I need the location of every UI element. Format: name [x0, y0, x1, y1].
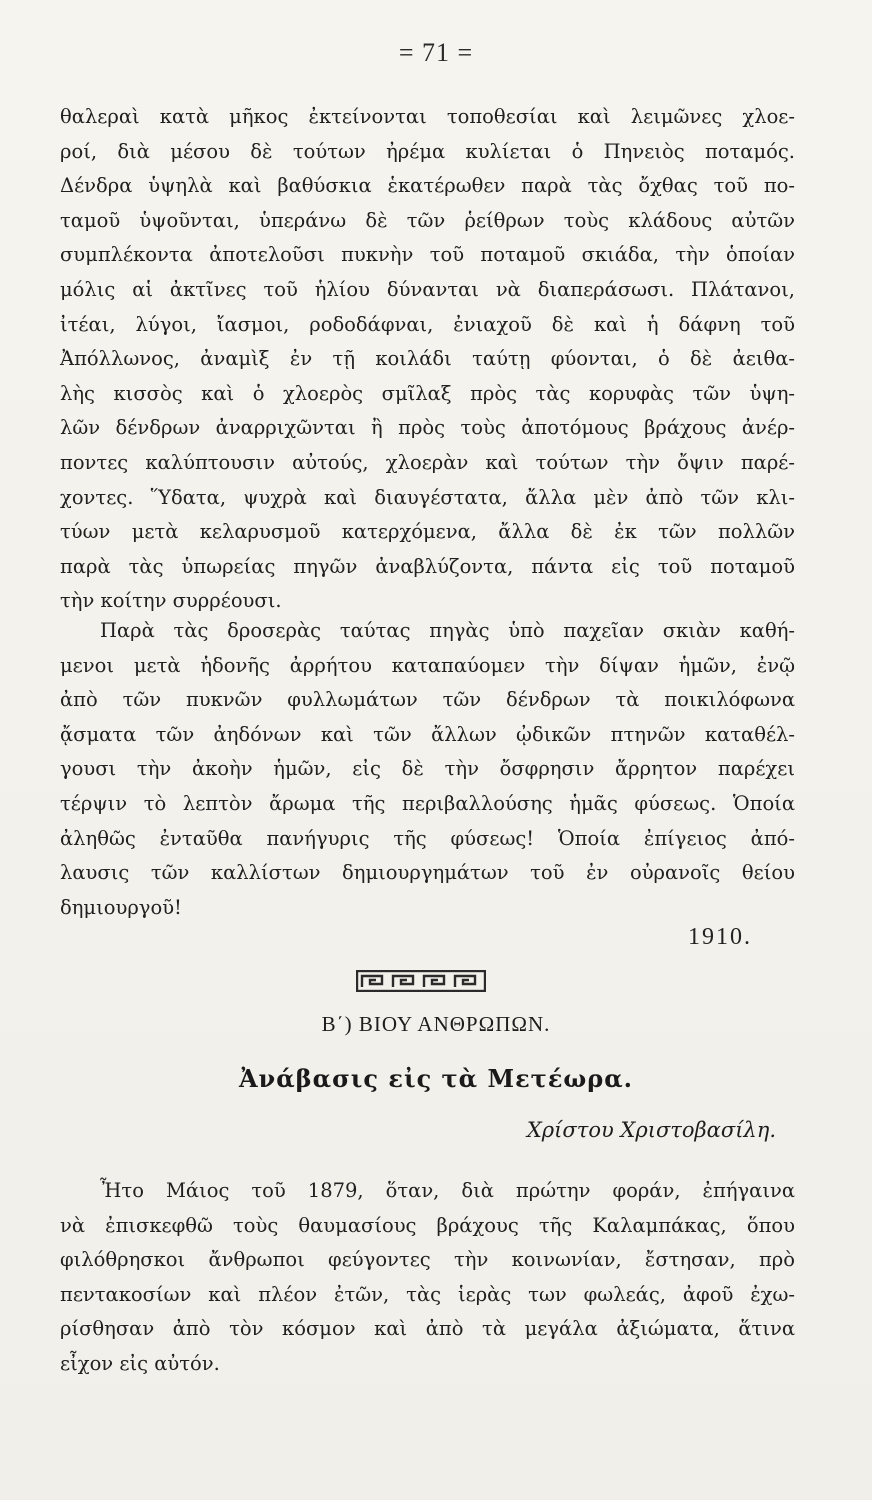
author-byline: Χρίστου Χριστοβασίλη. [526, 1118, 776, 1142]
text-line: λὴς κισσὸς καὶ ὁ χλοερὸς σμῖλαξ πρὸς τὰς κορυφὰς τῶν ὑψη- [60, 381, 795, 405]
text-line: συμπλέκοντα ἀποτελοῦσι πυκνὴν τοῦ ποταμοῦ σκιάδα, τὴν ὁποίαν [60, 243, 795, 267]
text-line: Παρὰ τὰς δροσερὰς ταύτας πηγὰς ὑπὸ παχεῖαν σκιὰν καθή- [100, 619, 795, 642]
text-line: γουσι τὴν ἀκοὴν ἡμῶν, εἰς δὲ τὴν ὄσφρησιν ἄρρητον παρέχει [60, 757, 795, 781]
text-line: Ἀπόλλωνος, ἀναμὶξ ἐν τῇ κοιλάδι ταύτῃ φύονται, ὁ δὲ ἀειθα- [60, 347, 795, 371]
paragraph-1 [60, 100, 795, 619]
text-line: ἰτέαι, λύγοι, ἴασμοι, ροδοδάφναι, ἐνιαχοῦ δὲ καὶ ἡ δάφνη τοῦ [60, 312, 795, 336]
text-line: πεντακοσίων καὶ πλέον ἐτῶν, τὰς ἱερὰς των φωλεάς, ἀφοῦ ἐχω- [60, 1282, 795, 1306]
text-line: ᾄσματα τῶν ἀηδόνων καὶ τῶν ἄλλων ᾠδικῶν πτηνῶν καταθέλ- [60, 722, 795, 746]
text-line: νὰ ἐπισκεφθῶ τοὺς θαυμασίους βράχους τῆς Καλαμπάκας, ὅπου [60, 1213, 795, 1237]
text-line: ἀπὸ τῶν πυκνῶν φυλλωμάτων τῶν δένδρων τὰ ποικιλόφωνα [60, 688, 795, 712]
text-line: ρίσθησαν ἀπὸ τὸν κόσμον καὶ ἀπὸ τὰ μεγάλα ἀξιώματα, ἅτινα [60, 1317, 795, 1341]
text-line: εἶχον εἰς αὐτόν. [60, 1351, 220, 1375]
text-line: τέρψιν τὸ λεπτὸν ἄρωμα τῆς περιβαλλούσης ἡμᾶς φύσεως. Ὁποία [60, 791, 795, 815]
text-line: Ἦτο Μάιος τοῦ 1879, ὅταν, διὰ πρώτην φοράν, ἐπήγαινα [100, 1179, 795, 1202]
text-line: δημιουργοῦ! [60, 895, 182, 919]
text-line: παρὰ τὰς ὑπωρείας πηγῶν ἀναβλύζοντα, πάντα εἰς τοῦ ποταμοῦ [60, 554, 795, 578]
text-line: χοντες. Ὕδατα, ψυχρὰ καὶ διαυγέστατα, ἄλλα μὲν ἀπὸ τῶν κλι- [60, 485, 795, 509]
text-line: λῶν δένδρων ἀναρριχῶνται ἢ πρὸς τοὺς ἀποτόμους βράχους ἀνέρ- [60, 416, 795, 440]
text-line: ροί, διὰ μέσου δὲ τούτων ἠρέμα κυλίεται ὁ Πηνειὸς ποταμός. [60, 139, 795, 163]
text-line: τὴν κοίτην συρρέουσι. [60, 589, 282, 613]
greek-key-ornament [356, 970, 486, 992]
page-number: = 71 = [398, 38, 474, 67]
text-line: ταμοῦ ὑψοῦνται, ὑπεράνω δὲ τῶν ῥείθρων τοὺς κλάδους αὐτῶν [60, 208, 795, 232]
text-line: θαλεραὶ κατὰ μῆκος ἐκτείνονται τοποθεσίαι καὶ λειμῶνες χλοε- [60, 105, 795, 128]
text-line: μόλις αἱ ἀκτῖνες τοῦ ἡλίου δύνανται νὰ διαπεράσωσι. Πλάτανοι, [60, 277, 795, 301]
section-heading: Β΄) ΒΙΟΥ ΑΝΘΡΩΠΩΝ. [321, 1012, 551, 1036]
article-title: Ἀνάβασις εἰς τὰ Μετέωρα. [238, 1064, 634, 1093]
text-line: μενοι μετὰ ἡδονῆς ἀρρήτου καταπαύομεν τὴν δίψαν ἡμῶν, ἐνῷ [60, 653, 795, 677]
text-line: ἀληθῶς ἐνταῦθα πανήγυρις τῆς φύσεως! Ὁποία ἐπίγειος ἀπό- [60, 826, 795, 850]
date-signature: 1910. [688, 924, 752, 950]
text-line: τύων μετὰ κελαρυσμοῦ κατερχόμενα, ἄλλα δὲ ἐκ τῶν πολλῶν [60, 520, 795, 544]
text-line: φιλόθρησκοι ἄνθρωποι φεύγοντες τὴν κοινωνίαν, ἔστησαν, πρὸ [60, 1248, 795, 1272]
paragraph-3 [60, 1174, 795, 1382]
text-line: λαυσις τῶν καλλίστων δημιουργημάτων τοῦ ἐν οὐρανοῖς θείου [60, 861, 795, 885]
paragraph-2 [60, 614, 795, 925]
text-line: ποντες καλύπτουσιν αὐτούς, χλοερὰν καὶ τούτων τὴν ὄψιν παρέ- [60, 450, 795, 474]
text-line: Δένδρα ὑψηλὰ καὶ βαθύσκια ἑκατέρωθεν παρὰ τὰς ὄχθας τοῦ πο- [60, 174, 795, 198]
